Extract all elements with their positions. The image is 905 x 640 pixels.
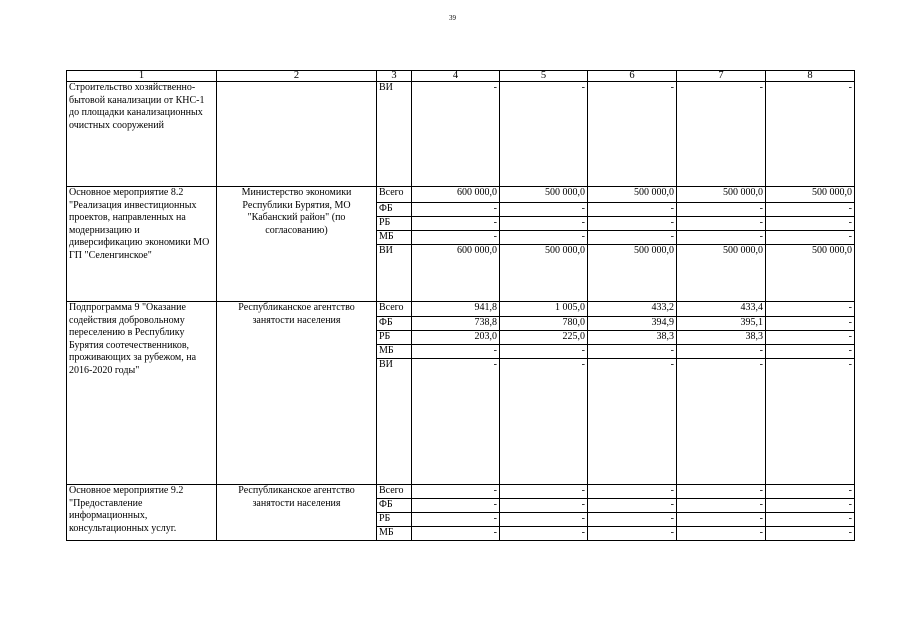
value-cell: - — [588, 499, 677, 513]
value-cell: - — [677, 359, 766, 485]
funding-source: Всего — [377, 302, 412, 317]
value-cell: 500 000,0 — [588, 245, 677, 302]
value-cell: - — [766, 317, 855, 331]
value-cell: - — [500, 217, 588, 231]
value-cell: - — [500, 513, 588, 527]
funding-source: ВИ — [377, 82, 412, 187]
value-cell: - — [677, 231, 766, 245]
funding-source: Всего — [377, 485, 412, 499]
budget-table — [66, 70, 855, 541]
value-cell: - — [588, 513, 677, 527]
value-cell: - — [766, 217, 855, 231]
value-cell: - — [412, 499, 500, 513]
value-cell: - — [412, 217, 500, 231]
value-cell: 203,0 — [412, 331, 500, 345]
value-cell: - — [412, 345, 500, 359]
table-row — [67, 187, 855, 203]
value-cell: 600 000,0 — [412, 187, 500, 203]
value-cell: - — [412, 513, 500, 527]
value-cell: - — [677, 485, 766, 499]
value-cell: - — [412, 82, 500, 187]
funding-source: РБ — [377, 331, 412, 345]
table-row — [67, 82, 855, 187]
value-cell: - — [766, 331, 855, 345]
value-cell: - — [677, 82, 766, 187]
value-cell: - — [500, 485, 588, 499]
column-header: 4 — [412, 71, 500, 82]
value-cell: 433,4 — [677, 302, 766, 317]
executor — [217, 82, 377, 187]
value-cell: - — [766, 485, 855, 499]
value-cell: - — [500, 203, 588, 217]
funding-source: РБ — [377, 513, 412, 527]
table-row — [67, 302, 855, 317]
page-number: 39 — [449, 14, 456, 22]
value-cell: 738,8 — [412, 317, 500, 331]
value-cell: - — [588, 217, 677, 231]
value-cell: - — [412, 231, 500, 245]
value-cell: - — [588, 345, 677, 359]
column-header: 3 — [377, 71, 412, 82]
activity-name: Подпрограмма 9 "Оказание содействия добровольному переселению в Республику Бурятия соотечественников, проживающих за рубежом, на 2016-2020 годы" — [67, 302, 217, 485]
value-cell: - — [500, 345, 588, 359]
value-cell: - — [677, 527, 766, 541]
value-cell: - — [677, 203, 766, 217]
value-cell: 500 000,0 — [677, 245, 766, 302]
value-cell: - — [766, 302, 855, 317]
value-cell: - — [412, 527, 500, 541]
header-row — [67, 71, 855, 82]
value-cell: - — [412, 203, 500, 217]
value-cell: 433,2 — [588, 302, 677, 317]
value-cell: - — [500, 231, 588, 245]
value-cell: - — [766, 203, 855, 217]
value-cell: - — [412, 485, 500, 499]
value-cell: 941,8 — [412, 302, 500, 317]
value-cell: 38,3 — [588, 331, 677, 345]
value-cell: - — [677, 513, 766, 527]
value-cell: - — [412, 359, 500, 485]
executor: Республиканское агентство занятости населения — [217, 302, 377, 485]
executor: Республиканское агентство занятости населения — [217, 485, 377, 541]
value-cell: - — [677, 499, 766, 513]
value-cell: 500 000,0 — [500, 187, 588, 203]
value-cell: 395,1 — [677, 317, 766, 331]
value-cell: 38,3 — [677, 331, 766, 345]
value-cell: - — [677, 217, 766, 231]
funding-source: ВИ — [377, 245, 412, 302]
value-cell: 500 000,0 — [677, 187, 766, 203]
funding-source: МБ — [377, 345, 412, 359]
value-cell: 600 000,0 — [412, 245, 500, 302]
funding-source: ФБ — [377, 203, 412, 217]
executor: Министерство экономики Республики Бурятия, МО "Кабанский район" (по согласованию) — [217, 187, 377, 302]
activity-name: Основное мероприятие 9.2 "Предоставление информационных, консультационных услуг. — [67, 485, 217, 541]
value-cell: 225,0 — [500, 331, 588, 345]
column-header: 6 — [588, 71, 677, 82]
value-cell: 1 005,0 — [500, 302, 588, 317]
table-row — [67, 485, 855, 499]
funding-source: РБ — [377, 217, 412, 231]
value-cell: - — [766, 359, 855, 485]
value-cell: - — [588, 485, 677, 499]
value-cell: - — [588, 231, 677, 245]
value-cell: 780,0 — [500, 317, 588, 331]
value-cell: - — [588, 203, 677, 217]
value-cell: 394,9 — [588, 317, 677, 331]
value-cell: - — [766, 527, 855, 541]
funding-source: ФБ — [377, 499, 412, 513]
value-cell: - — [588, 82, 677, 187]
column-header: 8 — [766, 71, 855, 82]
value-cell: - — [766, 82, 855, 187]
value-cell: - — [766, 513, 855, 527]
funding-source: МБ — [377, 527, 412, 541]
funding-source: ФБ — [377, 317, 412, 331]
activity-name: Строительство хозяйственно-бытовой канализации от КНС-1 до площадки канализационных очистных сооружений — [67, 82, 217, 187]
column-header: 2 — [217, 71, 377, 82]
column-header: 7 — [677, 71, 766, 82]
funding-source: ВИ — [377, 359, 412, 485]
value-cell: - — [766, 231, 855, 245]
value-cell: - — [500, 499, 588, 513]
value-cell: 500 000,0 — [766, 245, 855, 302]
funding-source: МБ — [377, 231, 412, 245]
column-header: 1 — [67, 71, 217, 82]
funding-source: Всего — [377, 187, 412, 203]
value-cell: - — [677, 345, 766, 359]
value-cell: - — [500, 359, 588, 485]
column-header: 5 — [500, 71, 588, 82]
value-cell: - — [766, 345, 855, 359]
value-cell: - — [588, 527, 677, 541]
activity-name: Основное мероприятие 8.2 "Реализация инвестиционных проектов, направленных на модернизацию и диверсификацию экономики МО ГП "Селенгинское" — [67, 187, 217, 302]
value-cell: 500 000,0 — [588, 187, 677, 203]
value-cell: - — [500, 82, 588, 187]
value-cell: - — [588, 359, 677, 485]
value-cell: 500 000,0 — [500, 245, 588, 302]
value-cell: - — [500, 527, 588, 541]
value-cell: - — [766, 499, 855, 513]
value-cell: 500 000,0 — [766, 187, 855, 203]
